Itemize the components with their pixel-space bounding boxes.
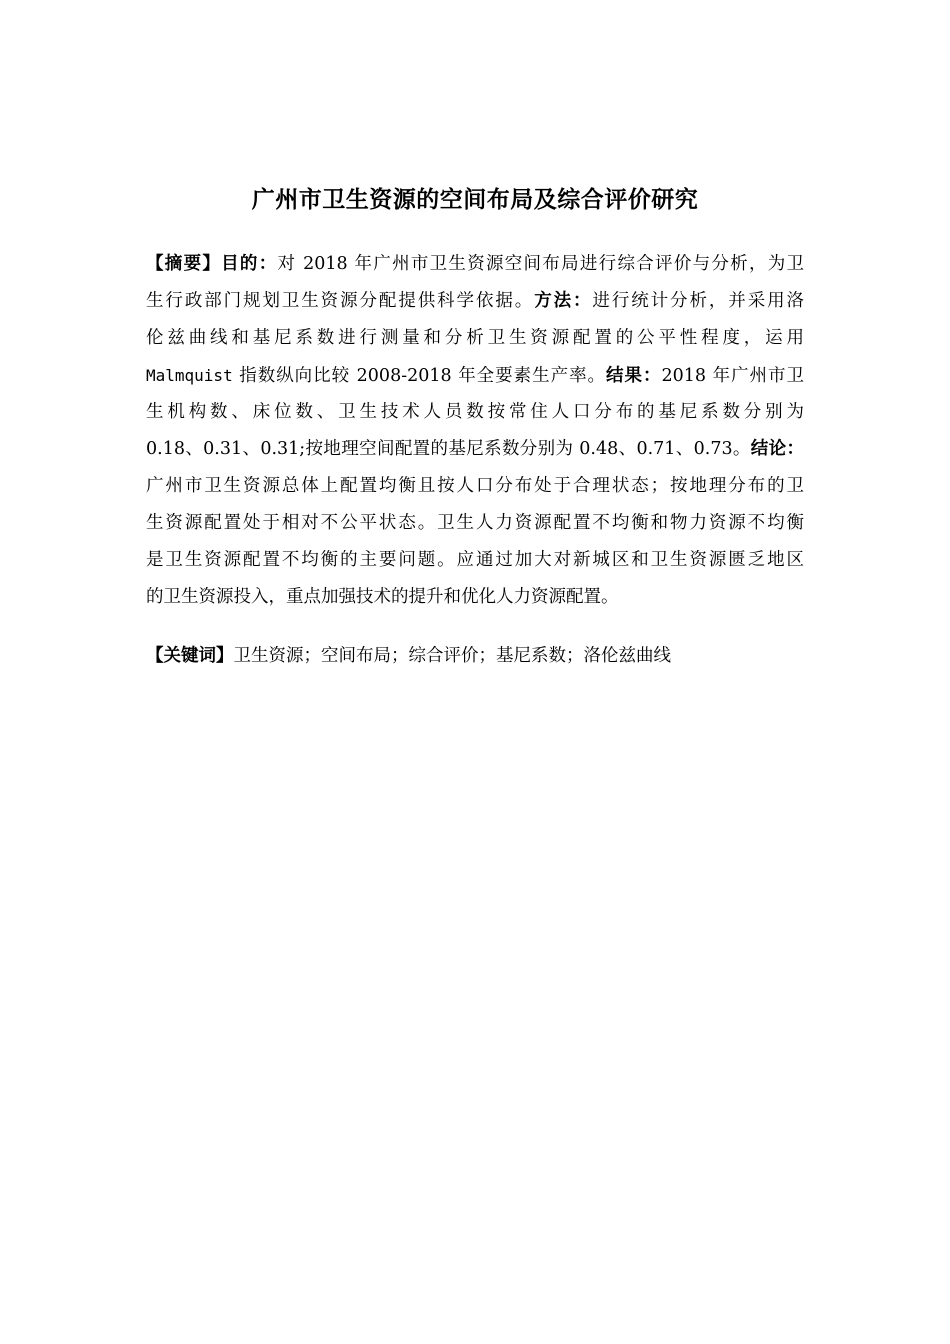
- abstract-text: 是卫生资源配置不均衡的主要问题。应通过加大对新城区和卫生资源匮乏地区: [146, 550, 804, 570]
- abstract-text: 对 2018 年广州市卫生资源空间布局进行综合评价与分析，为卫: [277, 254, 805, 274]
- abstract-text: 进行统计分析，并采用洛: [592, 291, 805, 311]
- abstract-heading: 方法：: [534, 291, 593, 311]
- paper-title: 广州市卫生资源的空间布局及综合评价研究: [251, 187, 699, 213]
- abstract-text: 生资源配置处于相对不公平状态。卫生人力资源配置不均衡和物力资源不均衡: [146, 513, 804, 533]
- abstract-line: [146, 431, 804, 468]
- abstract-text: 0.18、0.31、0.31;按地理空间配置的基尼系数分别为 0.48、0.71、0.73。: [146, 439, 751, 459]
- abstract-text: 生机构数、床位数、卫生技术人员数按常住人口分布的基尼系数分别为: [146, 402, 804, 422]
- abstract-text: 生行政部门规划卫生资源分配提供科学依据。: [146, 291, 535, 311]
- abstract-text: 的卫生资源投入，重点加强技术的提升和优化人力资源配置。: [146, 587, 619, 607]
- abstract-text: 伦兹曲线和基尼系数进行测量和分析卫生资源配置的公平性程度，运用: [146, 328, 804, 348]
- abstract-line: [146, 468, 804, 505]
- abstract-line: [146, 542, 804, 579]
- abstract-line: [146, 320, 804, 357]
- abstract: [146, 246, 804, 616]
- keywords: [146, 638, 804, 675]
- abstract-heading: 结论：: [750, 439, 805, 459]
- abstract-line: [146, 283, 804, 320]
- keywords-label: 【关键词】: [146, 646, 234, 666]
- abstract-line: [146, 505, 804, 542]
- abstract-text: Malmquist: [146, 366, 233, 385]
- abstract-text: 2018 年广州市卫: [661, 366, 804, 386]
- abstract-heading: 目的：: [221, 254, 278, 274]
- abstract-heading: 结果：: [606, 366, 662, 386]
- abstract-text: 指数纵向比较 2008-2018 年全要素生产率。: [232, 366, 607, 386]
- abstract-line: [146, 394, 804, 431]
- abstract-line: [146, 246, 804, 283]
- abstract-text: 广州市卫生资源总体上配置均衡且按人口分布处于合理状态；按地理分布的卫: [146, 476, 804, 496]
- abstract-heading: 【摘要】: [146, 254, 222, 274]
- keywords-text: 卫生资源；空间布局；综合评价；基尼系数；洛伦兹曲线: [233, 646, 671, 666]
- abstract-line: [146, 579, 804, 616]
- abstract-line: [146, 357, 804, 394]
